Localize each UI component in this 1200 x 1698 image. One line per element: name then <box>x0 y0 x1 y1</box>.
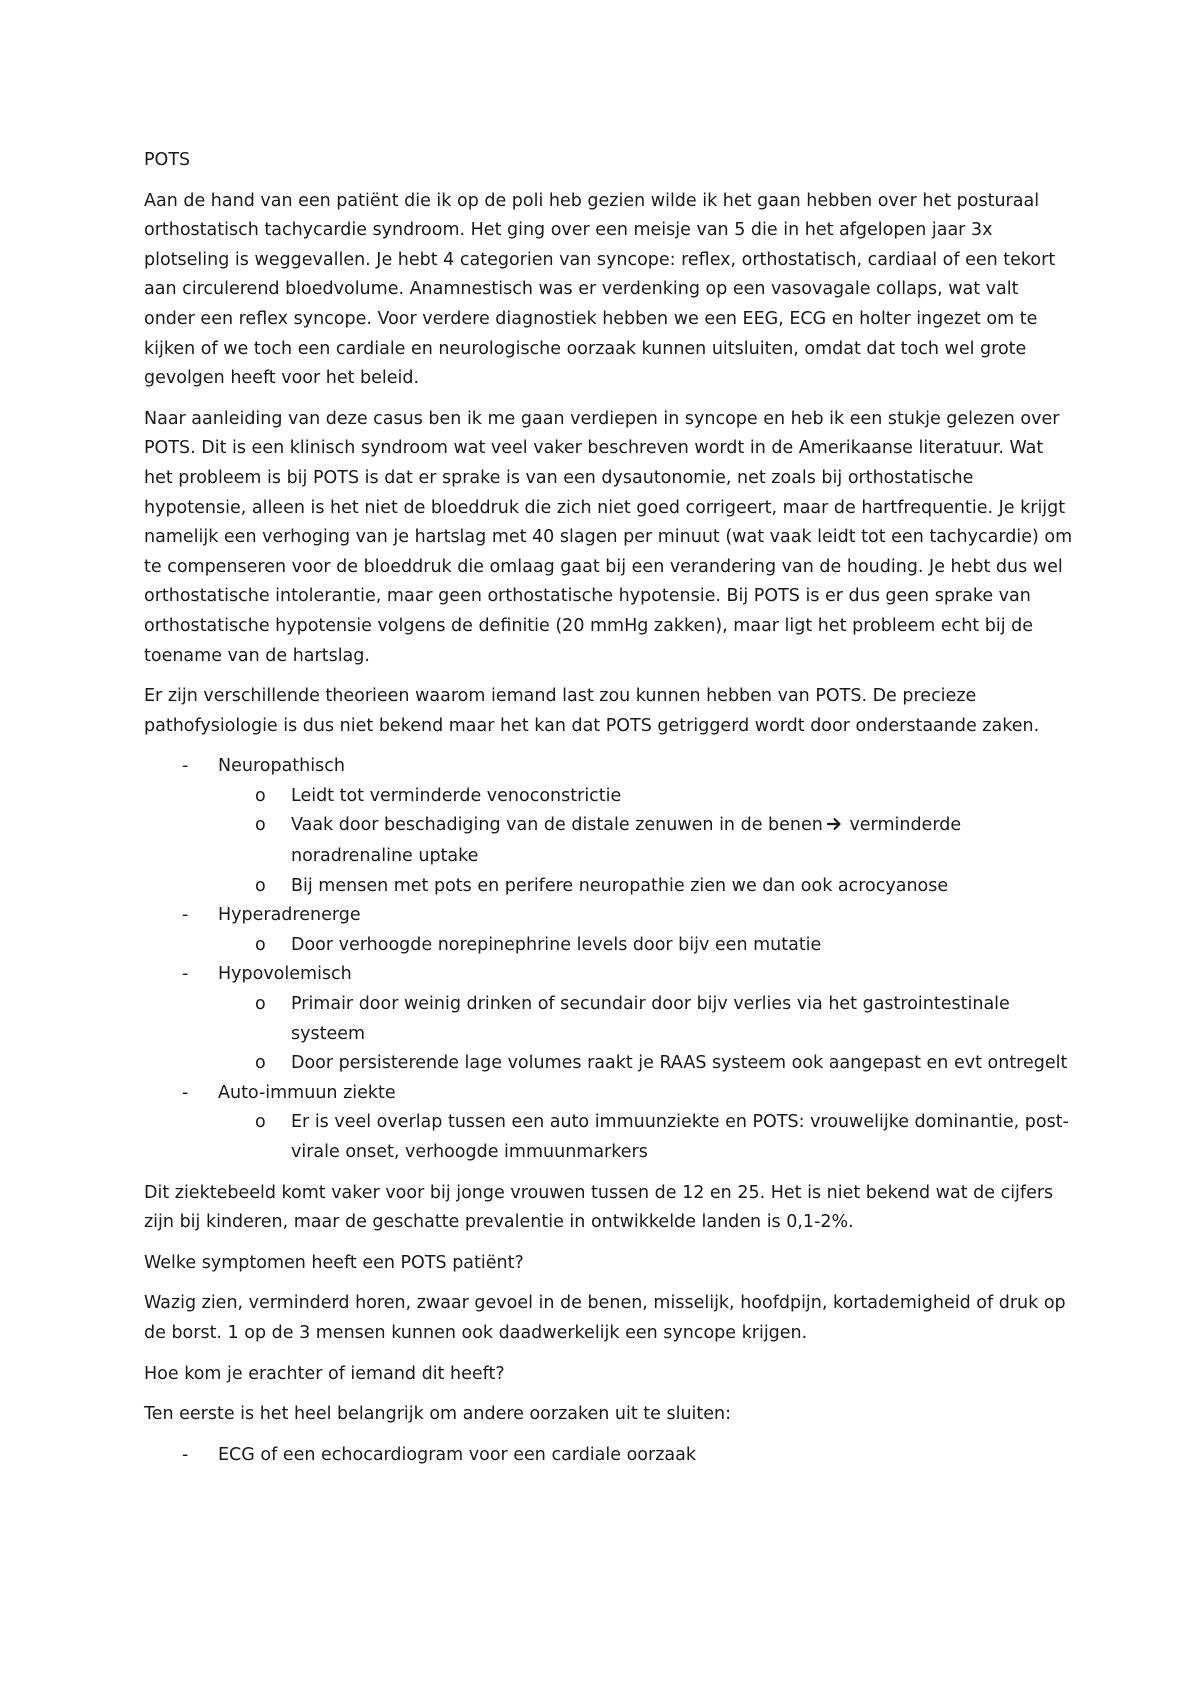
exclusion-list <box>144 1441 1074 1471</box>
list-item <box>144 1079 1074 1109</box>
theories-paragraph: Er zijn verschillende theorieen waarom iemand last zou kunnen hebben van POTS. De precieze pathofysiologie is dus niet bekend maar het kan dat POTS getriggerd wordt door onderstaande zaken. <box>144 686 1040 736</box>
cause-detail: Bij mensen met pots en perifere neuropathie zien we dan ook acrocyanose <box>291 875 949 896</box>
circle-bullet: o <box>255 934 266 955</box>
cause-label: Hyperadrenerge <box>218 905 361 926</box>
circle-bullet: o <box>255 875 266 896</box>
dash-bullet: - <box>182 1444 189 1465</box>
list-item <box>144 1441 1074 1471</box>
circle-bullet: o <box>255 815 266 836</box>
cause-detail: Er is veel overlap tussen een auto immuunziekte en POTS: vrouwelijke dominantie, post-virale onset, verhoogde immuunmarkers <box>291 1112 1069 1162</box>
cause-detail: Leidt tot verminderde venoconstrictie <box>291 785 622 806</box>
document-body <box>144 146 1074 1481</box>
cause-label: Auto-immuun ziekte <box>218 1082 396 1103</box>
cause-detail-continuation: verminderde noradrenaline uptake <box>291 815 962 867</box>
dash-bullet: - <box>182 756 189 777</box>
list-item <box>144 901 1074 931</box>
prevalence-paragraph: Dit ziektebeeld komt vaker voor bij jonge vrouwen tussen de 12 en 25. Het is niet bekend wat de cijfers zijn bij kinderen, maar de geschatte prevalentie in ontwikkelde landen is 0,1-2%. <box>144 1182 1054 1233</box>
list-item <box>144 782 1074 812</box>
list-item <box>144 990 1074 1049</box>
diagnosis-question: Hoe kom je erachter of iemand dit heeft? <box>144 1363 505 1384</box>
circle-bullet: o <box>255 994 266 1015</box>
list-item <box>144 752 1074 782</box>
cause-label: Neuropathisch <box>218 756 345 777</box>
causes-list <box>144 752 1074 1167</box>
list-item <box>144 931 1074 961</box>
list-item <box>144 1049 1074 1079</box>
circle-bullet: o <box>255 1053 266 1074</box>
dash-bullet: - <box>182 1082 189 1103</box>
dash-bullet: - <box>182 905 189 926</box>
pots-explanation-paragraph: Naar aanleiding van deze casus ben ik me gaan verdiepen in syncope en heb ik een stukje gelezen over POTS. Dit is een klinisch syndroom wat veel vaker beschreven wordt in de Amerikaanse literatuur. Wat het probleem is bij POTS is dat er sprake is van een dysautonomie, net zoals bij orthostatische hypotensie, alleen is het niet de bloeddruk die zich niet goed corrigeert, maar de hartfrequentie. Je krijgt namelijk een verhoging van je hartslag met 40 slagen per minuut (wat vaak leidt tot een tachycardie) om te compenseren voor de bloeddruk die omlaag gaat bij een verandering van de houding. Je hebt dus wel orthostatische intolerantie, maar geen orthostatische hypotensie. Bij POTS is er dus geen sprake van orthostatische hypotensie volgens de definitie (20 mmHg zakken), maar ligt het probleem echt bij de toename van de hartslag. <box>144 408 1073 666</box>
document-title: POTS <box>144 150 191 170</box>
symptoms-question: Welke symptomen heeft een POTS patiënt? <box>144 1252 524 1273</box>
exclusion-intro-paragraph: Ten eerste is het heel belangrijk om andere oorzaken uit te sluiten: <box>144 1404 732 1425</box>
arrow-right-icon <box>827 812 842 842</box>
list-item <box>144 872 1074 902</box>
cause-detail: Door persisterende lage volumes raakt je RAAS systeem ook aangepast en evt ontregelt <box>291 1053 1068 1074</box>
intro-paragraph: Aan de hand van een patiënt die ik op de poli heb gezien wilde ik het gaan hebben over het posturaal orthostatisch tachycardie syndroom. Het ging over een meisje van 5 die in het afgelopen jaar 3x plotseling is weggevallen. Je hebt 4 categorien van syncope: reflex, orthostatisch, cardiaal of een tekort aan circulerend bloedvolume. Anamnestisch was er verdenking op een vasovagale collaps, wat valt onder een reflex syncope. Voor verdere diagnostiek hebben we een EEG, ECG en holter ingezet om te kijken of we toch een cardiale en neurologische oorzaak kunnen uitsluiten, omdat dat toch wel grote gevolgen heeft voor het beleid. <box>144 190 1056 389</box>
list-item <box>144 811 1074 871</box>
cause-label: Hypovolemisch <box>218 964 352 985</box>
list-item <box>144 960 1074 990</box>
symptoms-paragraph: Wazig zien, verminderd horen, zwaar gevoel in de benen, misselijk, hoofdpijn, kortademigheid of druk op de borst. 1 op de 3 mensen kunnen ook daadwerkelijk een syncope krijgen. <box>144 1293 1066 1343</box>
list-item <box>144 1108 1074 1167</box>
dash-bullet: - <box>182 964 189 985</box>
exclusion-item: ECG of een echocardiogram voor een cardiale oorzaak <box>218 1444 696 1465</box>
cause-detail: Primair door weinig drinken of secundair door bijv verlies via het gastrointestinale systeem <box>291 994 1010 1044</box>
cause-detail: Door verhoogde norepinephrine levels door bijv een mutatie <box>291 934 822 955</box>
circle-bullet: o <box>255 1112 266 1133</box>
cause-detail: Vaak door beschadiging van de distale zenuwen in de benen <box>291 815 823 836</box>
circle-bullet: o <box>255 785 266 806</box>
